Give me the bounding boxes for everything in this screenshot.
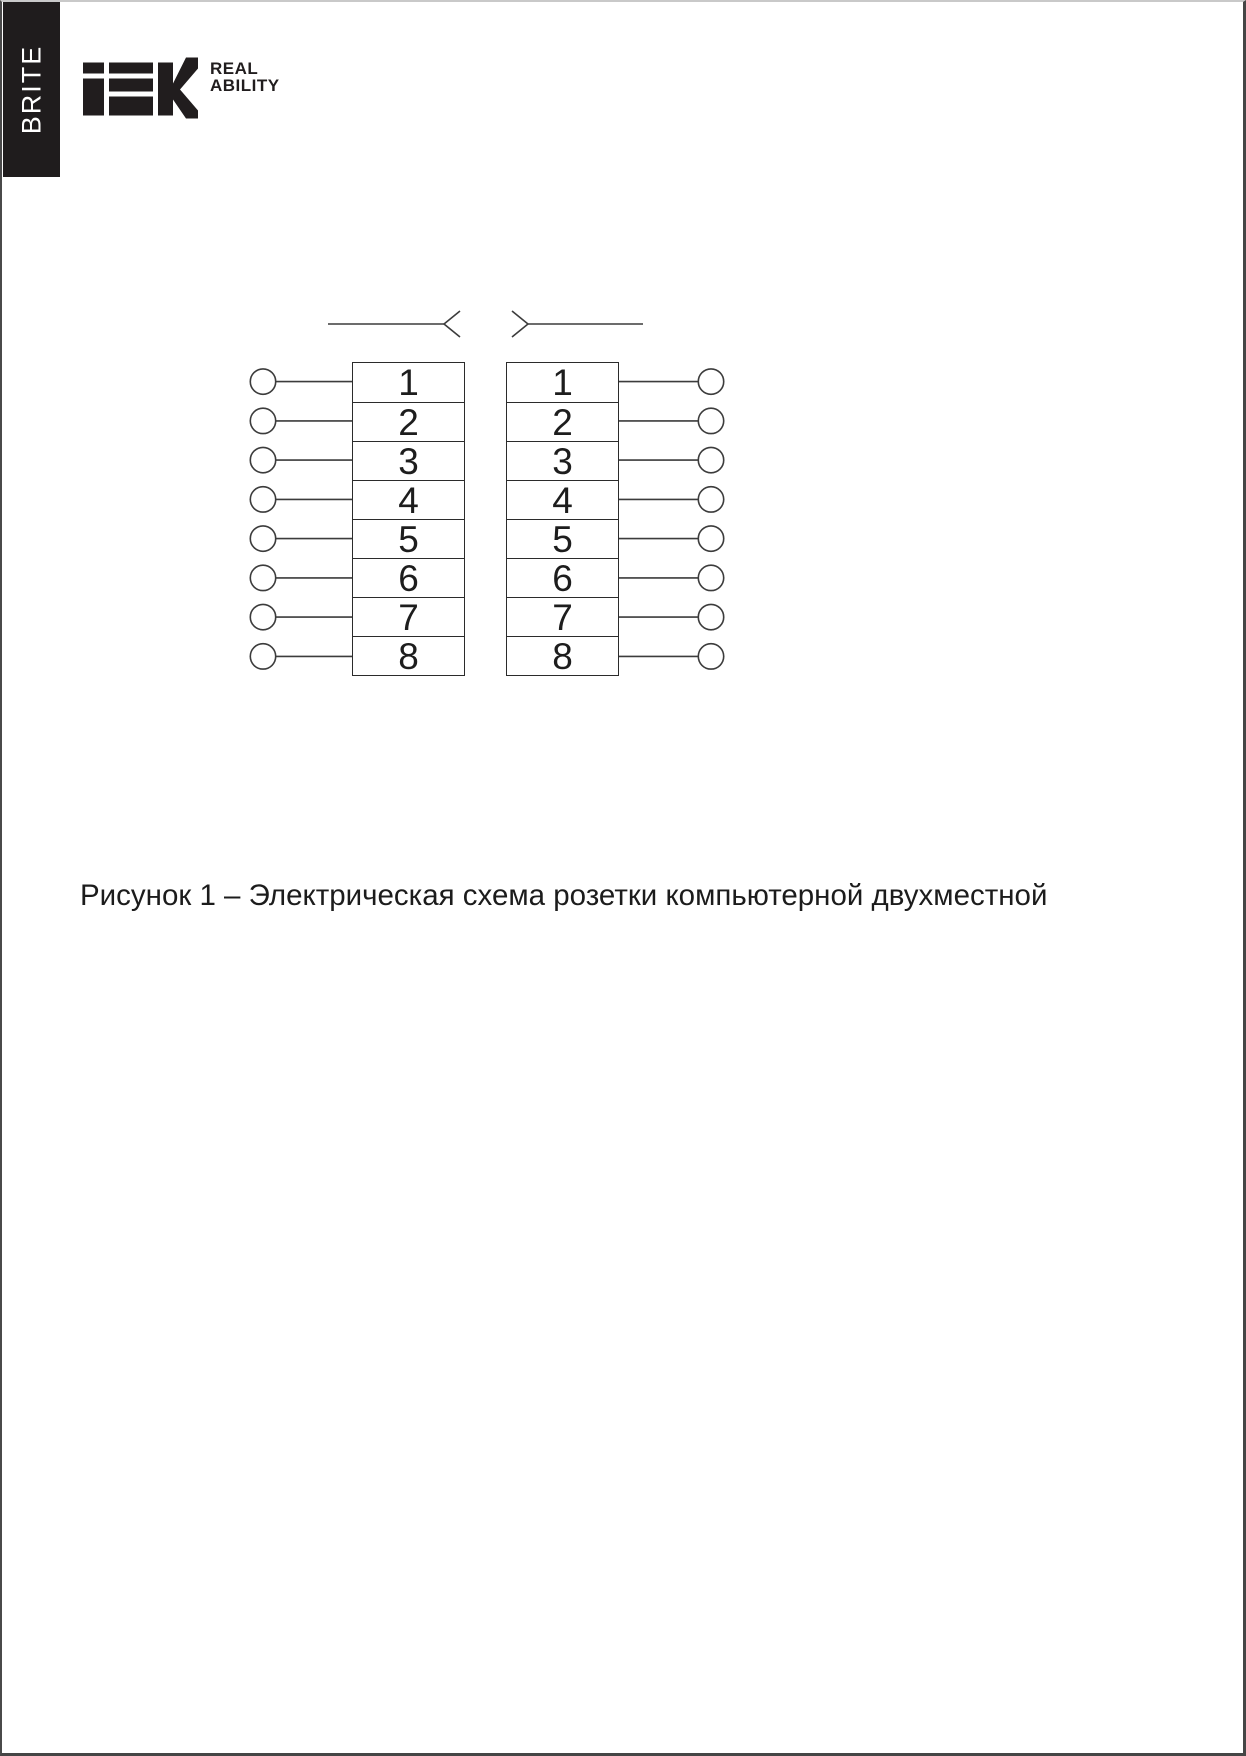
terminal-circle-icon [250, 644, 275, 669]
pin-number: 3 [398, 440, 419, 482]
pin-number: 6 [398, 557, 419, 599]
pin-row-left-2 [353, 402, 464, 441]
terminal-circle-icon [698, 447, 723, 472]
pin-number: 8 [398, 635, 419, 677]
pin-row-right-1 [507, 363, 618, 402]
pin-row-right-2 [507, 402, 618, 441]
figure-caption: Рисунок 1 – Электрическая схема розетки компьютерной двухместной [80, 879, 1048, 912]
pin-row-left-6 [353, 558, 464, 597]
pin-number: 2 [552, 401, 573, 443]
right-pin-block [506, 362, 619, 676]
left-terminal-circles [250, 369, 275, 669]
terminal-circle-icon [698, 604, 723, 629]
left-pin-block [352, 362, 465, 676]
pin-number: 7 [552, 596, 573, 638]
iek-logo-i-bar [83, 79, 104, 116]
terminal-circle-icon [250, 447, 275, 472]
pin-row-right-4 [507, 480, 618, 519]
brite-banner-label: BRITE [16, 44, 47, 135]
terminal-circle-icon [698, 369, 723, 394]
terminal-circle-icon [250, 526, 275, 551]
right-terminal-circles [698, 369, 723, 669]
terminal-circle-icon [250, 369, 275, 394]
pin-row-right-8 [507, 636, 618, 675]
terminal-circle-icon [250, 565, 275, 590]
iek-logo-k [158, 58, 198, 119]
terminal-circle-icon [698, 408, 723, 433]
iek-logo-e-bar-bottom [109, 97, 153, 116]
terminal-circle-icon [698, 565, 723, 590]
pin-number: 4 [552, 479, 573, 521]
terminal-circle-icon [250, 487, 275, 512]
pin-number: 2 [398, 401, 419, 443]
right-terminal-wires [619, 382, 698, 657]
pin-number: 1 [552, 362, 573, 403]
iek-logo-e-bar-top [109, 63, 153, 74]
terminal-circle-icon [250, 604, 275, 629]
terminal-circle-icon [698, 487, 723, 512]
terminal-circle-icon [698, 526, 723, 551]
pin-row-left-3 [353, 441, 464, 480]
pin-number: 5 [398, 518, 419, 560]
left-connector-arrow-icon [328, 311, 460, 337]
pin-row-left-5 [353, 519, 464, 558]
iek-logo-e-bar-middle [109, 79, 153, 92]
pin-number: 4 [398, 479, 419, 521]
brand-tagline [210, 60, 280, 94]
iek-logo-i-dot [83, 63, 104, 74]
pin-row-right-5 [507, 519, 618, 558]
pin-row-left-4 [353, 480, 464, 519]
pin-number: 8 [552, 635, 573, 677]
pin-number: 1 [398, 362, 419, 403]
pin-number: 7 [398, 596, 419, 638]
connector-schematic-graphic [240, 295, 740, 685]
terminal-circle-icon [250, 408, 275, 433]
brand-tagline-line1: REAL [210, 59, 259, 78]
pin-number: 6 [552, 557, 573, 599]
pin-row-left-8 [353, 636, 464, 675]
pin-row-right-3 [507, 441, 618, 480]
pin-number: 5 [552, 518, 573, 560]
brand-tagline-line2: ABILITY [210, 76, 280, 95]
brite-banner [3, 2, 60, 177]
pin-row-left-7 [353, 597, 464, 636]
pin-number: 3 [552, 440, 573, 482]
left-terminal-wires [276, 382, 352, 657]
pin-row-right-7 [507, 597, 618, 636]
right-connector-arrow-icon [512, 311, 643, 337]
pin-row-left-1 [353, 363, 464, 402]
iek-logo-icon [83, 56, 198, 119]
pin-row-right-6 [507, 558, 618, 597]
terminal-circle-icon [698, 644, 723, 669]
